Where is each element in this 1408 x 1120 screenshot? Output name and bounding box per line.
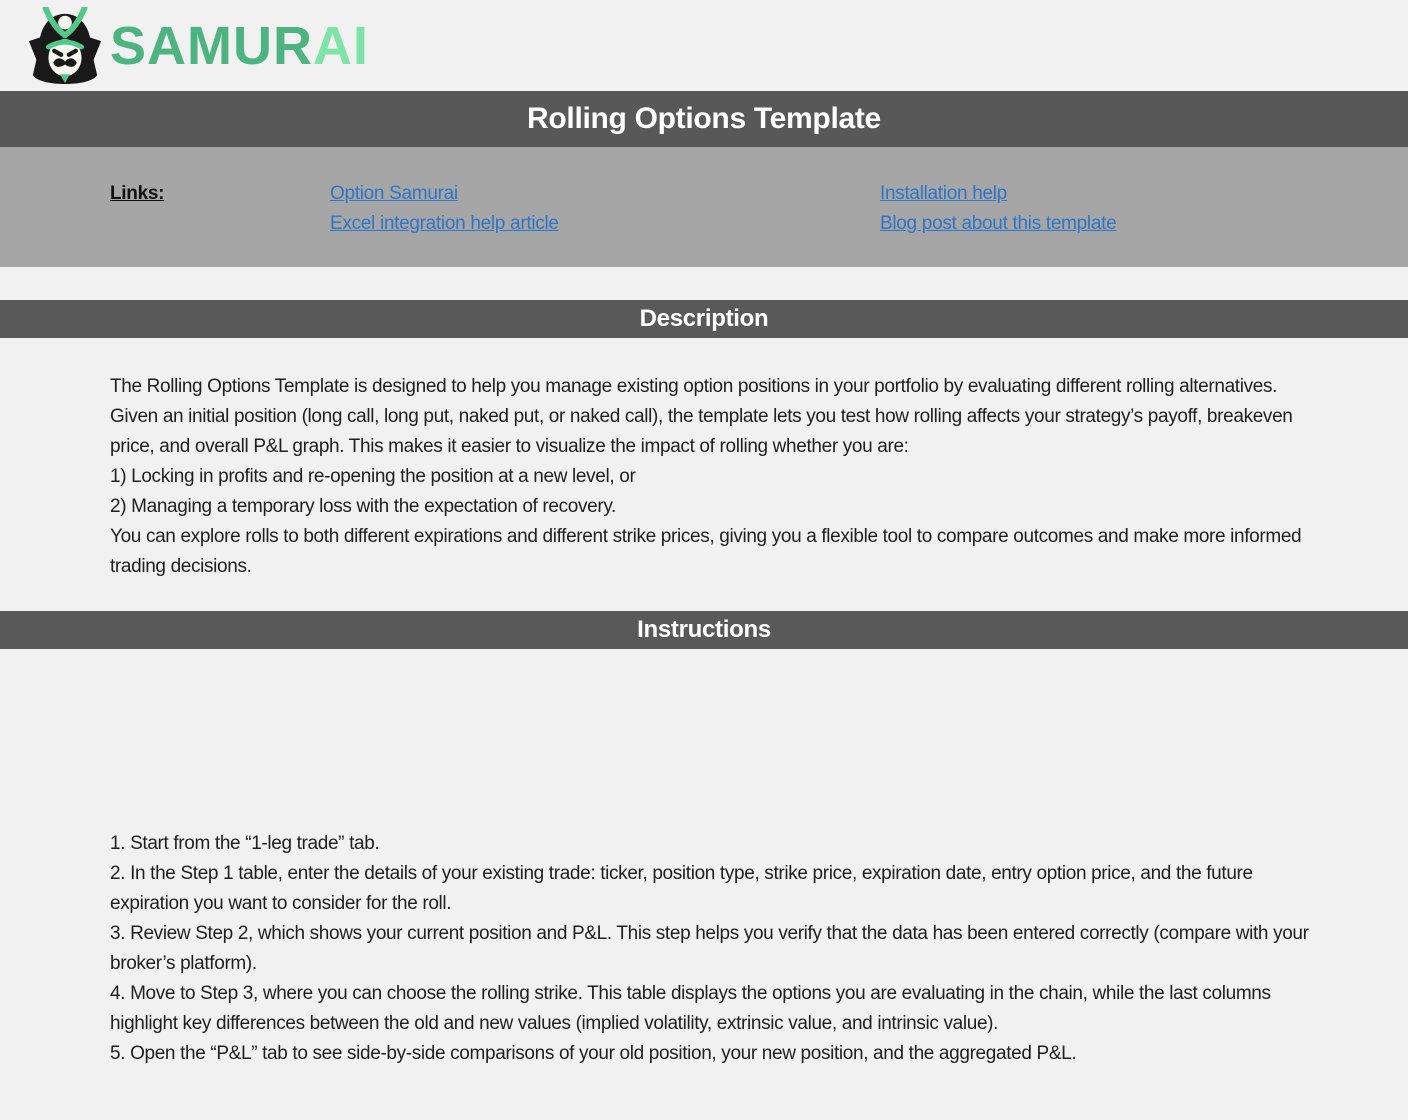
title-bar — [0, 91, 1408, 147]
instruction-item: 1. Start from the “1-leg trade” tab. — [110, 833, 380, 854]
instruction-item: 3. Review Step 2, which shows your current position and P&L. This step helps you verify that the data has been entered correctly (compare with your broker’s platform). — [110, 923, 1309, 974]
brand-wordmark-secondary: AI — [313, 15, 369, 76]
page-title: Rolling Options Template — [527, 102, 881, 135]
brand-wordmark — [110, 15, 369, 76]
description-section-bar — [0, 300, 1408, 338]
brand-header — [0, 0, 1408, 91]
instruction-item: 5. Open the “P&L” tab to see side-by-side comparisons of your old position, your new position, and the aggregated P&L. — [110, 1043, 1077, 1064]
description-list-item-2: 2) Managing a temporary loss with the expectation of recovery. — [110, 496, 616, 517]
instructions-text-block — [0, 649, 1408, 1069]
instruction-item: 2. In the Step 1 table, enter the details of your existing trade: ticker, position type, strike price, expiration date, entry option price, and the future expiration you want to consider for the roll. — [110, 863, 1253, 914]
description-heading: Description — [639, 305, 769, 332]
instructions-section-bar — [0, 611, 1408, 649]
brand-wordmark-primary: SAMUR — [110, 15, 313, 76]
samurai-helmet-icon — [26, 7, 104, 85]
link-excel-integration-help-article[interactable]: Excel integration help article — [330, 213, 559, 234]
description-paragraph-2: You can explore rolls to both different expirations and different strike prices, giving you a flexible tool to compare outcomes and make more informed trading decisions. — [110, 526, 1302, 577]
link-blog-post-about-this-template[interactable]: Blog post about this template — [880, 213, 1117, 234]
link-option-samurai[interactable]: Option Samurai — [330, 183, 458, 204]
description-paragraph-1: The Rolling Options Template is designed to help you manage existing option positions in your portfolio by evaluating different rolling alternatives. Given an initial position (long call, long put, naked put, or naked call), the template lets you test how rolling affects your strategy’s payoff, breakeven price, and overall P&L graph. This makes it easier to visualize the impact of rolling whether you are: — [110, 376, 1293, 457]
links-label: Links: — [110, 183, 165, 204]
links-section — [0, 147, 1408, 267]
link-installation-help[interactable]: Installation help — [880, 183, 1007, 204]
description-text-block — [0, 338, 1408, 582]
instruction-item: 4. Move to Step 3, where you can choose the rolling strike. This table displays the options you are evaluating in the chain, while the last columns highlight key differences between the old and new values (implied volatility, extrinsic value, and intrinsic value). — [110, 983, 1271, 1034]
instructions-heading: Instructions — [637, 616, 771, 643]
description-list-item-1: 1) Locking in profits and re-opening the position at a new level, or — [110, 466, 636, 487]
